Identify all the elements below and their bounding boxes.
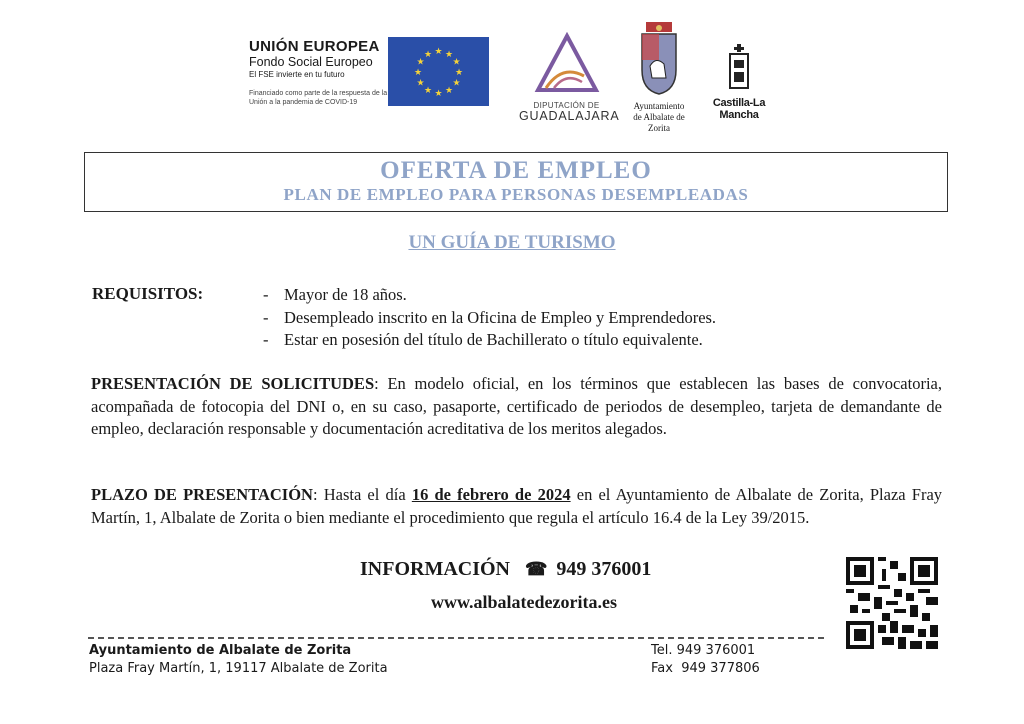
- svg-text:★: ★: [444, 86, 454, 96]
- applications-text: : En modelo oficial, en los términos que establecen las bases de convocatoria, acompañada de fotocopia del DNI o, en su caso, pasaporte, certificado de periodos de desempleo, tarjeta de demandante de empleo, declaración responsable y documentación acreditativa de los meritos alegados.: [91, 374, 942, 438]
- deadline-label: PLAZO DE PRESENTACIÓN: [91, 485, 313, 504]
- svg-text:★: ★: [452, 78, 461, 89]
- phone-icon: ☎: [525, 559, 548, 579]
- svg-text:★: ★: [434, 47, 443, 57]
- applications-paragraph: [91, 373, 942, 441]
- applications-label: PRESENTACIÓN DE SOLICITUDES: [91, 374, 375, 393]
- footer-tel: Tel. 949 376001: [651, 643, 756, 658]
- requirements-list: [263, 284, 716, 352]
- requirement-item: - Mayor de 18 años.: [263, 284, 716, 307]
- info-phone: 949 376001: [556, 558, 652, 580]
- page-title: OFERTA DE EMPLEO: [380, 157, 652, 184]
- requirement-item: - Estar en posesión del título de Bachillerato o título equivalente.: [263, 329, 716, 352]
- website-link[interactable]: www.albalatedezorita.es: [431, 592, 617, 612]
- svg-text:★: ★: [423, 50, 433, 60]
- footer-org: Ayuntamiento de Albalate de Zorita: [89, 643, 352, 658]
- footer-fax: Fax 949 377806: [651, 661, 760, 676]
- svg-text:★: ★: [452, 57, 461, 68]
- diputacion-line2: GUADALAJARA: [519, 109, 620, 123]
- svg-text:★: ★: [444, 50, 454, 60]
- coat-of-arms-icon: [636, 20, 682, 96]
- info-line: [360, 558, 651, 581]
- deadline-text-after: en el Ayuntamiento de Albalate de Zorita, Plaza Fray Martín, 1, Albalate de Zorita o bien mediante el procedimiento que regula el artículo 16.4 de la Ley 39/2015.: [91, 485, 943, 527]
- eu-flag-icon: [388, 37, 489, 106]
- diputacion-line1: DIPUTACIÓN DE: [533, 101, 600, 110]
- castilla-la-mancha-logo: [693, 44, 785, 121]
- footer-divider: [88, 637, 824, 639]
- diputacion-logo: [519, 32, 620, 124]
- svg-text:★: ★: [454, 68, 464, 78]
- position-heading: [0, 232, 1024, 254]
- svg-text:★: ★: [423, 86, 433, 96]
- castilla-la-mancha-name: Castilla-La Mancha: [712, 97, 766, 121]
- svg-text:★: ★: [434, 89, 443, 99]
- eu-title: UNIÓN EUROPEA: [249, 38, 380, 55]
- info-label: INFORMACIÓN: [360, 558, 510, 580]
- ayuntamiento-line2: de Albalate de: [633, 112, 685, 122]
- page-subtitle: PLAN DE EMPLEO PARA PERSONAS DESEMPLEADAS: [283, 185, 749, 204]
- deadline-date: 16 de febrero de 2024: [411, 485, 571, 504]
- deadline-paragraph: [91, 484, 942, 529]
- eu-tagline: El FSE invierte en tu futuro: [249, 70, 345, 79]
- eu-logo-text: [249, 38, 389, 107]
- svg-text:★: ★: [416, 57, 425, 68]
- eu-fund: Fondo Social Europeo: [249, 55, 373, 69]
- deadline-text-before: : Hasta el día: [312, 485, 412, 504]
- diputacion-emblem-icon: [532, 32, 602, 94]
- ayuntamiento-line1: Ayuntamiento: [633, 101, 685, 111]
- ayuntamiento-logo: [626, 20, 692, 134]
- qr-code-icon[interactable]: [846, 557, 938, 649]
- requirements-label: REQUISITOS:: [92, 284, 204, 303]
- svg-text:★: ★: [416, 78, 425, 89]
- title-box: [84, 152, 948, 212]
- ayuntamiento-line3: Zorita: [648, 123, 670, 133]
- requirement-item: - Desempleado inscrito en la Oficina de Empleo y Emprendedores.: [263, 307, 716, 330]
- castle-icon: [728, 44, 750, 90]
- footer-address: Plaza Fray Martín, 1, 19117 Albalate de Zorita: [89, 661, 388, 676]
- svg-text:★: ★: [413, 68, 423, 78]
- position-title: UN GUÍA DE TURISMO: [408, 232, 616, 253]
- eu-financing-note: Financiado como parte de la respuesta de la Unión a la pandemia de COVID-19: [249, 90, 388, 106]
- footer-address-block: [89, 642, 388, 678]
- footer-contact-block: [651, 642, 760, 678]
